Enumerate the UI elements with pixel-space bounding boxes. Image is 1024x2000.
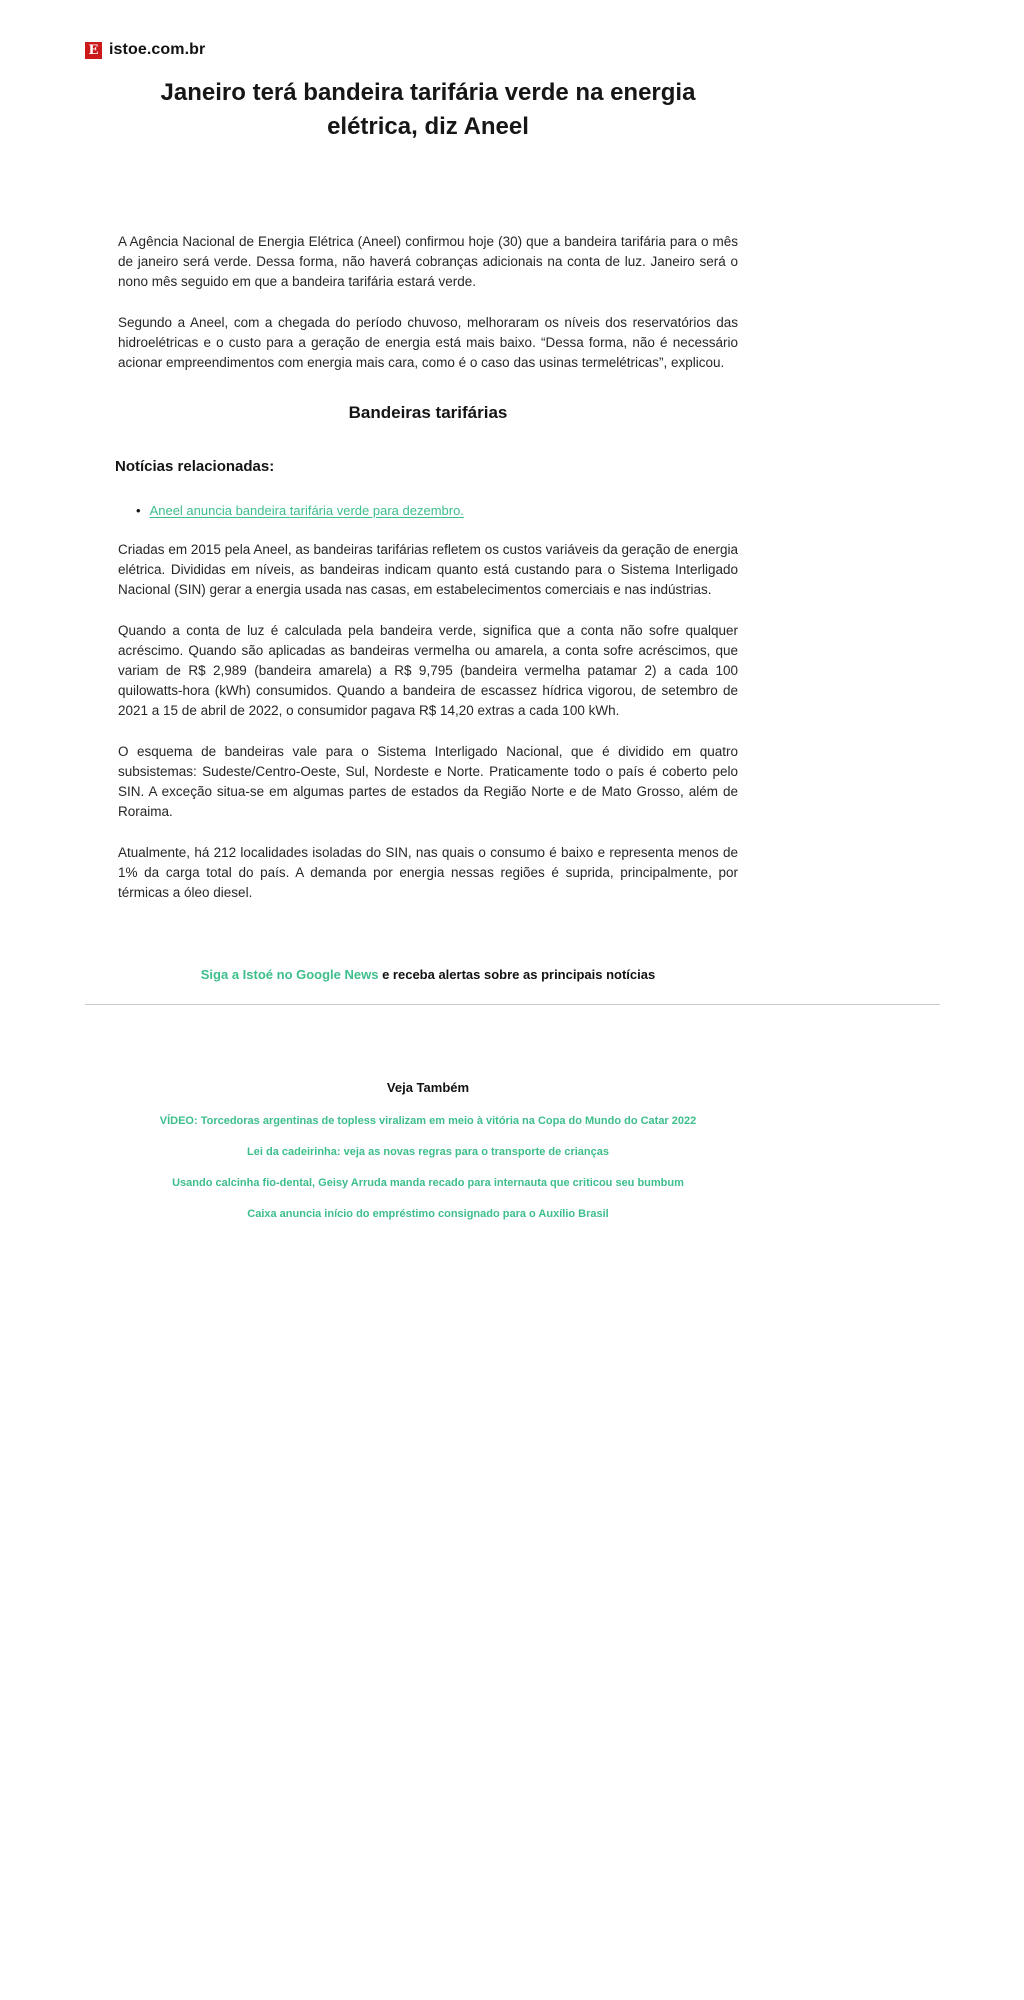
see-also-link-4[interactable]: Caixa anuncia início do empréstimo consignado para o Auxílio Brasil bbox=[247, 1208, 609, 1220]
related-news-heading: Notícias relacionadas: bbox=[115, 458, 275, 475]
related-link-aneel-dezembro[interactable]: Aneel anuncia bandeira tarifária verde para dezembro. bbox=[149, 503, 464, 518]
bullet-icon: • bbox=[136, 503, 141, 518]
see-also-link-1[interactable]: VÍDEO: Torcedoras argentinas de topless viralizam em meio à vitória na Copa do Mundo do Catar 2022 bbox=[159, 1115, 697, 1127]
site-brand-link[interactable] bbox=[85, 41, 205, 59]
paragraph: Atualmente, há 212 localidades isoladas do SIN, nas quais o consumo é baixo e representa menos de 1% da carga total do país. A demanda por energia nessas regiões é suprida, principalmente, por térmicas a óleo diesel. bbox=[118, 845, 738, 900]
follow-cta bbox=[118, 965, 738, 985]
paragraph: O esquema de bandeiras vale para o Sistema Interligado Nacional, que é dividido em quatro subsistemas: Sudeste/Centro-Oeste, Sul, Nordeste e Norte. Praticamente todo o país é coberto pelo SIN. A exceção situa-se em algumas partes de estados da Região Norte e de Mato Grosso, além de Roraima. bbox=[118, 744, 738, 819]
see-also-section bbox=[118, 1079, 738, 1222]
see-also-title: Veja Também bbox=[386, 1080, 470, 1095]
paragraph: A Agência Nacional de Energia Elétrica (Aneel) confirmou hoje (30) que a bandeira tarifária para o mês de janeiro será verde. Dessa forma, não haverá cobranças adicionais na conta de luz. Janeiro será o nono mês seguido em que a bandeira tarifária estará verde. bbox=[118, 234, 738, 289]
divider bbox=[85, 1004, 940, 1005]
list-item bbox=[136, 501, 738, 521]
paragraph: Criadas em 2015 pela Aneel, as bandeiras tarifárias refletem os custos variáveis da geração de energia elétrica. Divididas em níveis, as bandeiras indicam quanto está custando para o Sistema Interligado Nacional (SIN) gerar a energia usada nas casas, em estabelecimentos comerciais e nas indústrias. bbox=[118, 542, 738, 597]
related-news-list bbox=[118, 501, 738, 521]
paragraph: Quando a conta de luz é calculada pela bandeira verde, significa que a conta não sofre qualquer acréscimo. Quando são aplicadas as bandeiras vermelha ou amarela, a conta sofre acréscimos, que variam de R$ 2,989 (bandeira amarela) a R$ 9,795 (bandeira vermelha patamar 2) a cada 100 quilowatts-hora (kWh) consumidos. Quando a bandeira de escassez hídrica vigorou, de setembro de 2021 a 15 de abril de 2022, o consumidor pagava R$ 14,20 extras a cada 100 kWh. bbox=[118, 623, 738, 718]
google-news-link[interactable]: Siga a Istoé no Google News bbox=[200, 967, 379, 982]
see-also-link-2[interactable]: Lei da cadeirinha: veja as novas regras para o transporte de crianças bbox=[247, 1146, 609, 1158]
istoe-logo-icon: E bbox=[85, 42, 102, 59]
article-title: Janeiro terá bandeira tarifária verde na energia elétrica, diz Aneel bbox=[160, 79, 696, 140]
section-heading: Bandeiras tarifárias bbox=[348, 403, 508, 422]
see-also-link-3[interactable]: Usando calcinha fio-dental, Geisy Arruda manda recado para internauta que criticou seu bumbum bbox=[172, 1177, 684, 1189]
follow-cta-text: e receba alertas sobre as principais notícias bbox=[378, 967, 656, 982]
article-body bbox=[115, 76, 738, 1238]
site-name: istoe.com.br bbox=[109, 41, 206, 58]
paragraph: Segundo a Aneel, com a chegada do período chuvoso, melhoraram os níveis dos reservatórios das hidroelétricas e o custo para a geração de energia está mais baixo. “Dessa forma, não é necessário acionar empreendimentos com energia mais cara, como é o caso das usinas termelétricas”, explicou. bbox=[118, 315, 738, 370]
